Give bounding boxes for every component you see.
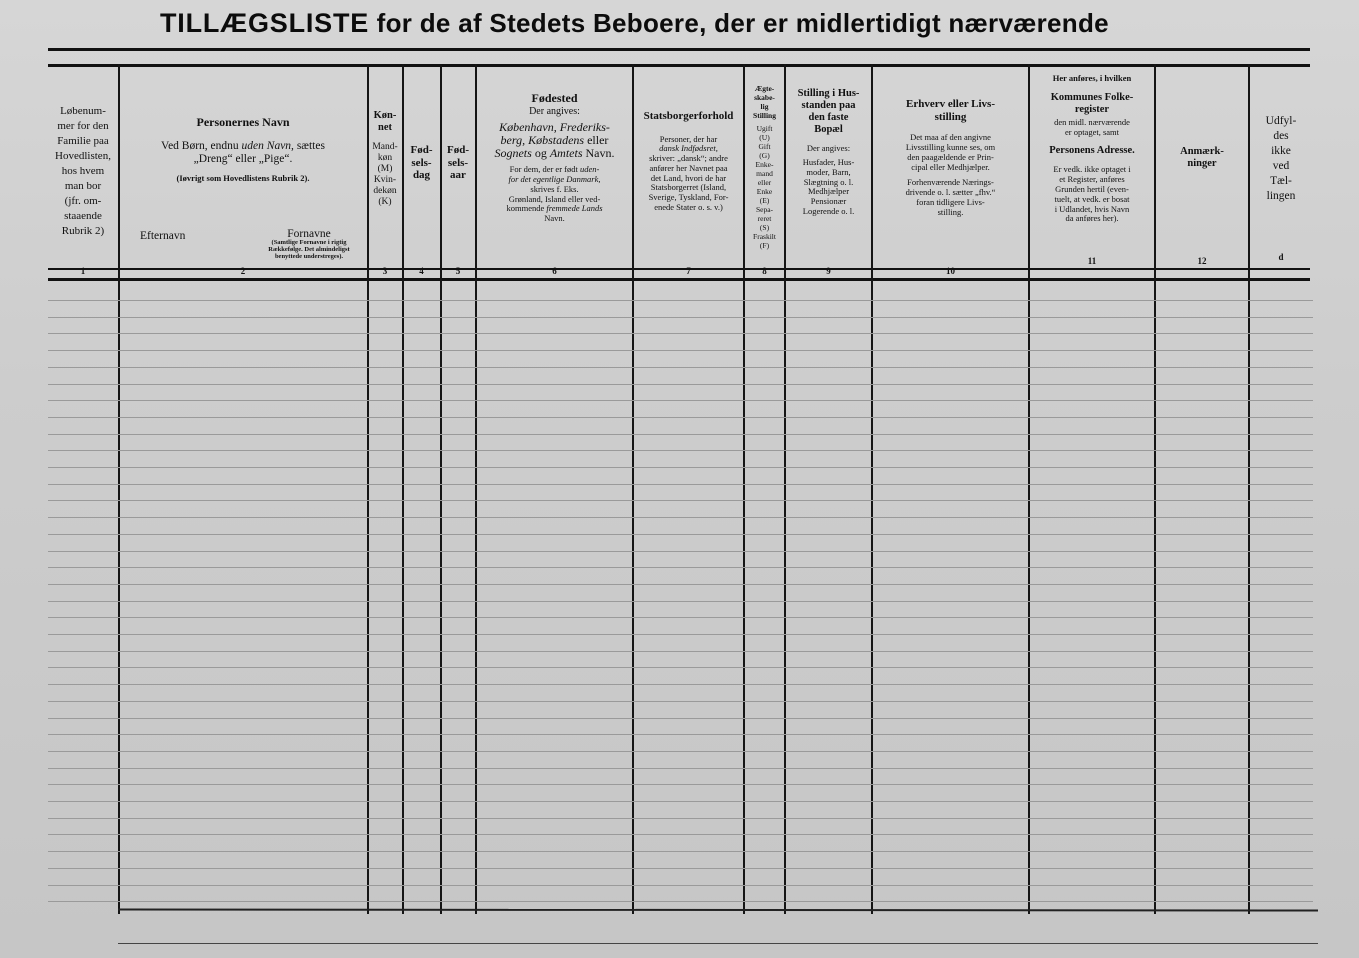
cold-line: des xyxy=(1273,130,1289,142)
top-rule xyxy=(48,48,1310,51)
col11-line: Er vedk. ikke optaget i xyxy=(1053,164,1131,175)
col10-line: den paagældende er Prin- xyxy=(907,151,994,162)
col10-line: drivende o. l. sætter „fhv.“ xyxy=(905,187,996,198)
ruled-row-line xyxy=(48,400,1313,401)
col3-line: køn xyxy=(377,153,393,164)
col10-line: cipal eller Medhjælper. xyxy=(911,161,990,172)
col6-text: eller xyxy=(587,133,609,148)
ruled-row-line xyxy=(48,634,1313,635)
col7-line: anfører her Navnet paa xyxy=(649,162,728,173)
col8-heading: Ægte- xyxy=(754,84,775,93)
col1-line: hos hvem xyxy=(61,165,105,177)
col2-heading: Personernes Navn xyxy=(196,116,290,129)
col7-line: Personer, der har xyxy=(659,133,718,144)
col8-line: (G) xyxy=(759,151,770,160)
ruled-row-line xyxy=(48,467,1313,468)
bottom-rule xyxy=(118,908,1318,911)
cold-header xyxy=(1250,114,1312,312)
col11-heading: Kommunes Folke- xyxy=(1050,91,1134,103)
ruled-row-line xyxy=(48,834,1313,835)
col10-heading: Erhverv eller Livs- xyxy=(906,98,995,110)
col6-italic: berg, Købstadens xyxy=(500,133,585,148)
col11-heading: register xyxy=(1074,103,1110,115)
ruled-row-line xyxy=(48,701,1313,702)
col5-line: Fød- xyxy=(447,144,469,156)
col5-line: aar xyxy=(450,169,466,182)
col9-heading: standen paa xyxy=(801,100,856,112)
col11-line: da anføres her). xyxy=(1065,213,1119,224)
col6-text: Navn. xyxy=(585,146,615,161)
col9-line: Pensionær xyxy=(810,196,847,207)
col8-line: (F) xyxy=(759,241,770,250)
ruled-row-line xyxy=(48,350,1313,351)
col9-line: Der angives: xyxy=(806,143,851,154)
col6-heading: Fødested xyxy=(531,92,578,105)
form-title-rest: for de af Stedets Beboere, der er midlertidigt nærværende xyxy=(376,8,1109,38)
col6-text: og xyxy=(534,146,547,161)
col1-line: Familie paa xyxy=(57,135,109,147)
ruled-row-line xyxy=(48,784,1313,785)
col12-heading: Anmærk- xyxy=(1180,146,1224,157)
col8-line: eller xyxy=(757,178,772,187)
col6-para: Navn. xyxy=(544,213,565,224)
col8-heading: skabe- xyxy=(754,93,775,102)
col4-header xyxy=(403,144,440,342)
col2-fornavne-note: benyttede understreges). xyxy=(274,252,344,260)
cold-number: d xyxy=(1278,252,1284,262)
cold-line: Tæl- xyxy=(1270,175,1292,187)
col12-header xyxy=(1156,146,1248,344)
col2-line2: „Dreng“ eller „Pige“. xyxy=(193,153,293,166)
col1-line: man bor xyxy=(64,180,102,192)
col9-line: Slægtning o. l. xyxy=(803,176,854,187)
col11-heading: Personens Adresse. xyxy=(1049,145,1135,157)
ruled-row-line xyxy=(48,484,1313,485)
col6-number: 6 xyxy=(552,266,557,276)
col2-number: 2 xyxy=(240,266,246,276)
col2-line1 xyxy=(120,140,366,153)
ruled-row-line xyxy=(48,434,1313,435)
col8-line: Fraskilt xyxy=(753,232,776,241)
col9-heading: Stilling i Hus- xyxy=(797,88,860,99)
col3-line: Kvin- xyxy=(373,174,397,185)
col7-line: Sverige, Tyskland, For- xyxy=(648,192,729,203)
col2-line3: (Iøvrigt som Hovedlistens Rubrik 2). xyxy=(176,173,310,184)
cold-line: Udfyl- xyxy=(1265,115,1297,127)
col8-line: (E) xyxy=(759,196,770,205)
ruled-row-line xyxy=(48,851,1313,852)
col3-number: 3 xyxy=(382,266,388,276)
ruled-row-line xyxy=(48,868,1313,869)
ruled-row-line xyxy=(48,551,1313,552)
col2-fornavne-note: (Samtlige Fornavne i rigtig xyxy=(271,239,347,246)
col4-line: sels- xyxy=(411,156,432,169)
col8-heading: Stilling xyxy=(753,111,776,120)
col8-line: (U) xyxy=(759,133,770,142)
col10-line: Livsstilling kunne ses, om xyxy=(905,142,996,153)
col3-line: (M) xyxy=(377,163,393,174)
col10-line: stilling. xyxy=(937,206,964,217)
col4-line: dag xyxy=(412,169,431,182)
col1-line: Rubrik 2) xyxy=(61,225,105,237)
ruled-row-line xyxy=(48,734,1313,735)
col10-line: foran tidligere Livs- xyxy=(916,196,985,207)
ruled-row-line xyxy=(48,384,1313,385)
col9-header xyxy=(786,88,871,286)
col5-number: 5 xyxy=(455,266,461,276)
col8-line: mand xyxy=(756,169,773,178)
ruled-row-line xyxy=(48,333,1313,334)
cold-line: ved xyxy=(1272,160,1290,172)
ruled-row-line xyxy=(48,718,1313,719)
col6-para: skrives f. Eks. xyxy=(530,183,579,194)
ruled-row-line xyxy=(48,617,1313,618)
col4-line: Fød- xyxy=(410,144,433,156)
footer-rule xyxy=(118,943,1318,944)
col10-heading: stilling xyxy=(934,110,967,123)
col11-line: er optaget, samt xyxy=(1064,126,1120,137)
col1-line: Hovedlisten, xyxy=(55,150,111,162)
col2-line1a: Ved Børn, endnu xyxy=(161,139,239,152)
col3-heading: net xyxy=(378,122,392,134)
ruled-row-line xyxy=(48,534,1313,535)
ruled-row-line xyxy=(48,684,1313,685)
col3-heading: Køn- xyxy=(373,110,397,121)
col9-number: 9 xyxy=(826,266,831,276)
col2-line1b: uden Navn, xyxy=(241,139,294,152)
col2-fornavne-note: Rækkefølge. Det almindeligst xyxy=(268,245,350,253)
ruled-row-line xyxy=(48,751,1313,752)
col7-line: skriver: „dansk“; andre xyxy=(649,153,728,164)
col10-number: 10 xyxy=(946,266,955,276)
col8-line: Gift xyxy=(758,142,771,151)
ruled-row-line xyxy=(48,567,1313,568)
ruled-row-line xyxy=(48,584,1313,585)
col6-text: kommende xyxy=(506,203,545,214)
col7-line: det Land, hvori de har xyxy=(650,172,727,183)
col7-heading: Statsborgerforhold xyxy=(643,110,734,122)
col11-line: den midl. nærværende xyxy=(1054,116,1130,127)
col5-header xyxy=(441,144,475,342)
cold-line: lingen xyxy=(1266,190,1296,202)
col8-line: Sepa- xyxy=(755,205,774,214)
col11-line: i Udlandet, hvis Navn xyxy=(1054,203,1130,214)
ruled-row-line xyxy=(48,450,1313,451)
cold-line: ikke xyxy=(1271,145,1291,157)
col6-para: Grønland, Island eller ved- xyxy=(508,193,601,204)
ruled-row-line xyxy=(48,885,1313,886)
col7-line: Statsborgerret (Island, xyxy=(650,182,727,193)
ruled-row-line xyxy=(48,667,1313,668)
col3-line: dekøn xyxy=(373,185,397,196)
col6-text: For dem, der er født xyxy=(509,164,578,175)
ruled-row-line xyxy=(48,517,1313,518)
col10-line: Forhenværende Nærings- xyxy=(907,177,994,188)
col6-italic: Sognets xyxy=(494,146,532,161)
col1-line: mer for den xyxy=(57,120,109,132)
col8-header xyxy=(745,84,784,282)
ruled-row-line xyxy=(48,417,1313,418)
col9-line: Husfader, Hus- xyxy=(802,157,855,168)
col2-fornavne-label: Fornavne xyxy=(287,228,331,240)
col8-number: 8 xyxy=(762,266,767,276)
col8-heading: lig xyxy=(760,102,769,111)
form-title-main: TILLÆGSLISTE xyxy=(160,8,370,38)
col9-heading: den faste xyxy=(808,112,849,124)
col3-line: Mand- xyxy=(372,142,398,153)
col9-line: moder, Barn, xyxy=(806,166,851,177)
col6-italic-line3 xyxy=(477,147,632,160)
ruled-row-line xyxy=(48,651,1313,652)
ruled-row-line xyxy=(48,500,1313,501)
col2-fornavne xyxy=(250,228,368,260)
col1-line: Løbenum- xyxy=(60,105,106,117)
ruled-row-line xyxy=(48,901,1313,902)
col2-efternavn: Efternavn xyxy=(140,230,186,242)
col7-line: enede Stater o. s. v.) xyxy=(654,202,723,212)
col7-header xyxy=(634,110,743,308)
col9-line: Medhjælper xyxy=(807,186,850,197)
col5-line: sels- xyxy=(447,156,469,169)
col6-italic: uden- xyxy=(579,164,600,175)
col6-italic: Amtets xyxy=(549,146,583,161)
col9-heading: Bopæl xyxy=(814,124,843,136)
ruled-row-line xyxy=(48,801,1313,802)
col3-line: (K) xyxy=(378,196,392,207)
col10-line: Det maa af den angivne xyxy=(910,132,991,143)
col11-line: et Register, anføres xyxy=(1059,174,1125,185)
col11-line: tuelt, at vedk. er bosat xyxy=(1054,193,1130,204)
col6-italic: København, Frederiks- xyxy=(499,120,610,135)
col12-number: 12 xyxy=(1197,256,1207,266)
col11-line: Grunden hertil (even- xyxy=(1055,184,1129,195)
col8-line: Enke- xyxy=(755,160,774,169)
col8-line: Ugift xyxy=(756,124,773,133)
col1-number: 1 xyxy=(80,266,86,276)
col6-italic: fremmede Lands xyxy=(546,203,603,214)
col8-line: reret xyxy=(757,214,772,223)
col3-header xyxy=(368,110,402,308)
form-title xyxy=(160,8,1220,48)
col11-line: Her anføres, i hvilken xyxy=(1052,74,1132,83)
col9-line: Logerende o. l. xyxy=(802,205,855,216)
col7-line: dansk Indfødsret, xyxy=(659,143,718,154)
col2-header xyxy=(120,116,366,314)
col6-line1: Der angives: xyxy=(529,105,580,117)
ruled-row-line xyxy=(48,818,1313,819)
col8-line: Enke xyxy=(756,187,773,196)
col6-header xyxy=(477,92,632,290)
ruled-row-line xyxy=(48,601,1313,602)
col4-number: 4 xyxy=(419,266,424,276)
col11-number: 11 xyxy=(1087,256,1097,266)
col1-line: (jfr. om- xyxy=(64,195,102,207)
col1-line: staaende xyxy=(64,210,102,222)
col2-line1c: sættes xyxy=(296,139,325,152)
col11-header xyxy=(1030,74,1154,272)
col6-para: for det egentlige Danmark, xyxy=(508,174,601,185)
col8-line: (S) xyxy=(759,223,770,232)
header-top-rule xyxy=(48,64,1310,67)
ruled-row-line xyxy=(48,768,1313,769)
ruled-row-line xyxy=(48,317,1313,318)
col12-heading: ninger xyxy=(1187,158,1217,170)
ruled-row-line xyxy=(48,367,1313,368)
col7-number: 7 xyxy=(686,266,691,276)
